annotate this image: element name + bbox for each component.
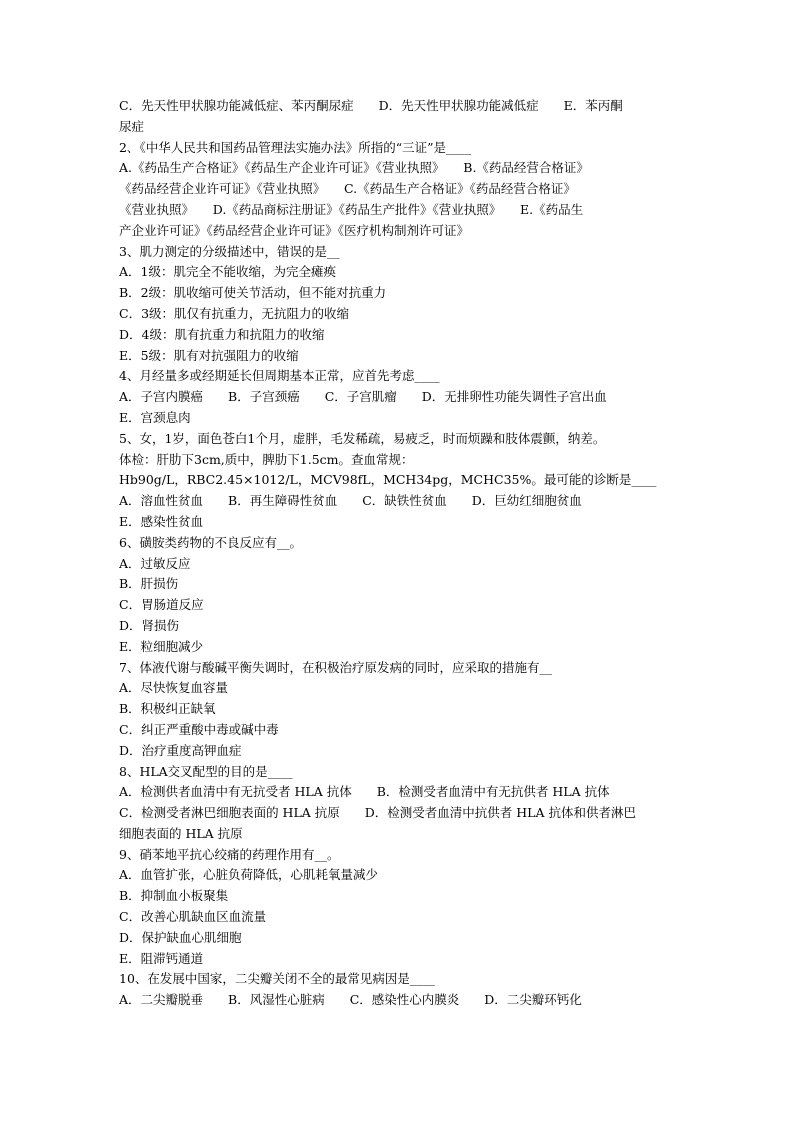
- text-line: 3、肌力测定的分级描述中，错误的是__: [119, 243, 340, 259]
- text-line: 《营业执照》 D.《药品商标注册证》《药品生产批件》《营业执照》 E.《药品生: [119, 201, 584, 217]
- text-line: D．肾损伤: [119, 617, 180, 633]
- text-line: A．溶血性贫血 B．再生障碍性贫血 C．缺铁性贫血 D．巨幼红细胞贫血: [119, 493, 582, 509]
- text-line: A．检测供者血清中有无抗受者 HLA 抗体 B．检测受者血清中有无抗供者 HLA 抗体: [119, 784, 610, 800]
- text-line: 《药品经营企业许可证》《营业执照》 C.《药品生产合格证》《药品经营合格证》: [119, 181, 576, 197]
- text-line: 细胞表面的 HLA 抗原: [119, 825, 243, 841]
- text-line: 9、硝苯地平抗心绞痛的药理作用有__。: [119, 846, 340, 862]
- text-line: A．子宫内膜癌 B．子宫颈癌 C．子宫肌瘤 D．无排卵性功能失调性子宫出血: [119, 389, 607, 405]
- text-line: B．积极纠正缺氧: [119, 701, 216, 717]
- text-line: E．阻滞钙通道: [119, 950, 204, 966]
- text-line: A.《药品生产合格证》《药品生产企业许可证》《营业执照》 B.《药品经营合格证》: [119, 160, 589, 176]
- text-line: A．尽快恢复血容量: [119, 680, 229, 696]
- text-line: D．治疗重度高钾血症: [119, 742, 242, 758]
- text-line: 2､《中华人民共和国药品管理法实施办法》所指的“三证”是____: [119, 139, 471, 155]
- text-line: 尿症: [119, 118, 145, 134]
- text-line: C．胃肠道反应: [119, 597, 204, 613]
- text-line: 4、月经量多或经期延长但周期基本正常，应首先考虑____: [119, 368, 440, 384]
- text-line: E．宫颈息肉: [119, 409, 191, 425]
- text-line: E．5级：肌有对抗强阻力的收缩: [119, 347, 299, 363]
- text-line: 5、女，1岁，面色苍白1个月，虚胖，毛发稀疏，易疲乏，时而烦躁和肢体震颤，纳差。: [119, 430, 606, 446]
- text-line: B．抑制血小板聚集: [119, 888, 229, 904]
- text-line: C．3级：肌仅有抗重力，无抗阻力的收缩: [119, 305, 350, 321]
- text-line: 10、在发展中国家，二尖瓣关闭不全的最常见病因是____: [119, 971, 435, 987]
- text-line: C．先天性甲状腺功能减低症、苯丙酮尿症 D．先天性甲状腺功能减低症 E．苯丙酮: [119, 98, 623, 113]
- text-line: C．改善心肌缺血区血流量: [119, 909, 267, 925]
- text-line: 7、体液代谢与酸碱平衡失调时，在积极治疗原发病的同时，应采取的措施有__: [119, 659, 552, 675]
- text-line: E．粒细胞减少: [119, 638, 204, 654]
- text-line: C．纠正严重酸中毒或碱中毒: [119, 721, 279, 737]
- text-line: D．保护缺血心肌细胞: [119, 929, 242, 945]
- text-line: 产企业许可证》《药品经营企业许可证》《医疗机构制剂许可证》: [119, 222, 470, 238]
- text-line: A．二尖瓣脱垂 B．风湿性心脏病 C．感染性心内膜炎 D．二尖瓣环钙化: [119, 992, 582, 1008]
- text-line: 体检：肝肋下3cm,质中，脾肋下1.5cm。查血常规：: [119, 451, 414, 467]
- text-line: C．检测受者淋巴细胞表面的 HLA 抗原 D．检测受者血清中抗供者 HLA 抗体和供者淋巴: [119, 805, 636, 821]
- text-line: A．1级：肌完全不能收缩，为完全瘫痪: [119, 264, 336, 280]
- text-line: B．2级：肌收缩可使关节活动，但不能对抗重力: [119, 285, 387, 301]
- text-line: A．血管扩张，心脏负荷降低，心肌耗氧量减少: [119, 867, 379, 883]
- text-line: D．4级：肌有抗重力和抗阻力的收缩: [119, 326, 325, 342]
- text-line: A．过敏反应: [119, 555, 191, 571]
- text-line: B．肝损伤: [119, 576, 179, 592]
- text-line: Hb90g/L，RBC2.45×1012/L，MCV98fL，MCH34pg，MCHC35%。最可能的诊断是____: [119, 472, 657, 488]
- text-line: E．感染性贫血: [119, 513, 204, 529]
- text-line: 6、磺胺类药物的不良反应有__。: [119, 534, 302, 550]
- text-line: 8、HLA交叉配型的目的是____: [119, 763, 293, 779]
